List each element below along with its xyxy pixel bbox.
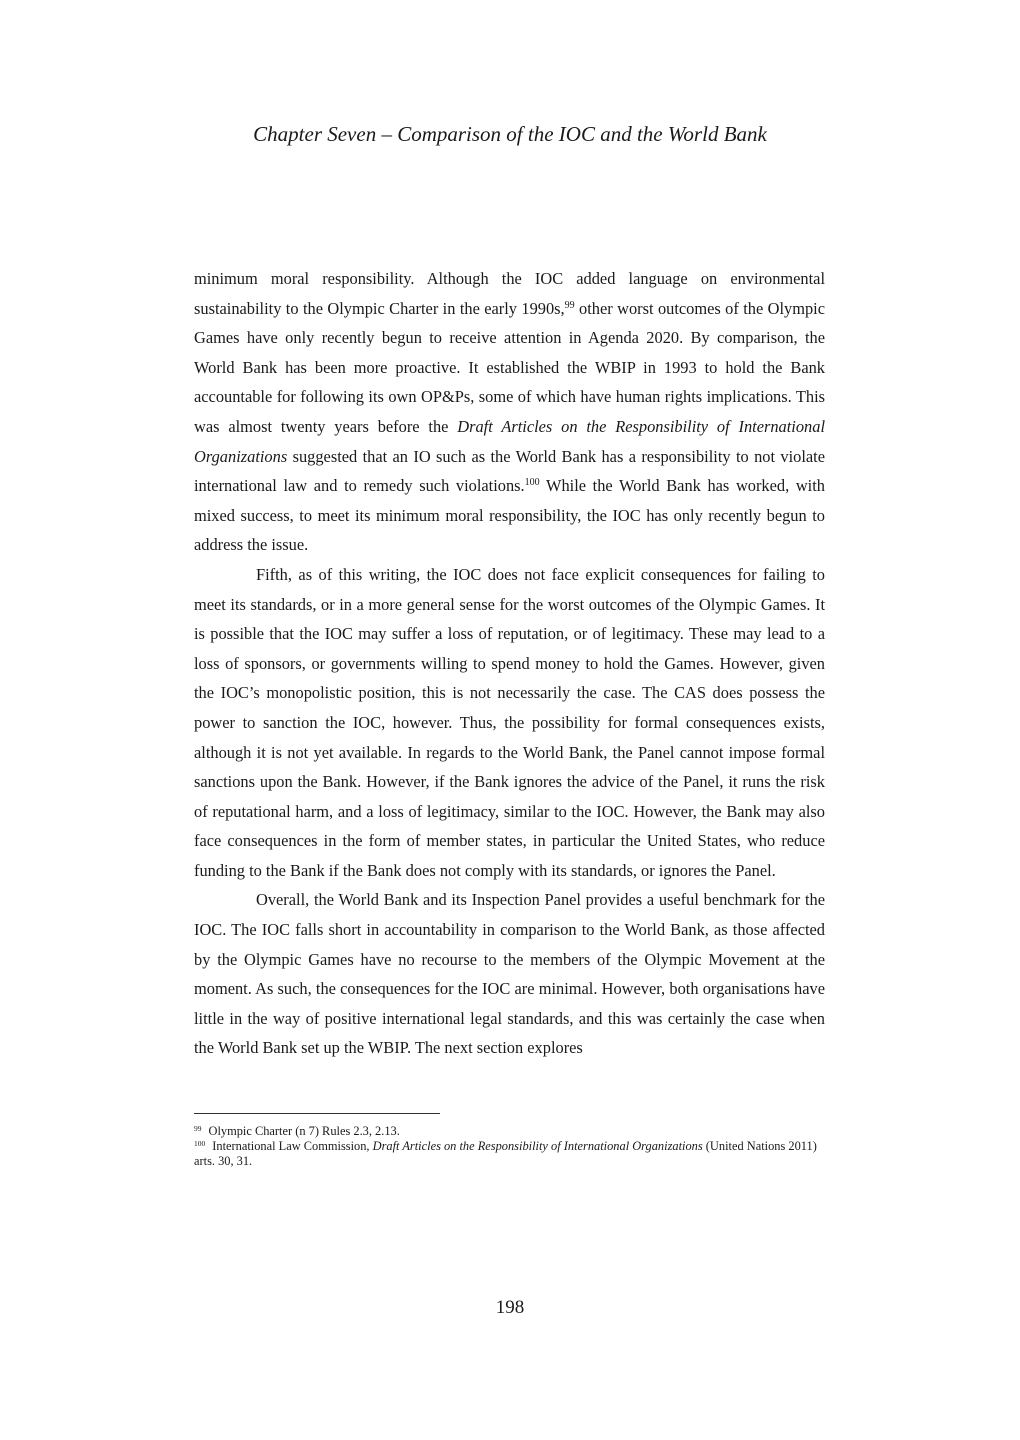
paragraph-3: Overall, the World Bank and its Inspection Panel provides a useful benchmark for the IOC. The IOC falls short in accountability in comparison to the World Bank, as those affected by the Olympic Games have no recourse to the members of the Olympic Movement at the moment. As such, the consequences for the IOC are minimal. However, both organisations have little in the way of positive international legal standards, and this was certainly the case when the World Bank set up the WBIP. The next section explores xyxy=(194,890,825,1058)
paragraph-1-text-d: While the World Bank has worked, with mixed success, to meet its minimum moral responsibility, the IOC has only recently begun to address the issue. xyxy=(194,476,825,555)
footnote-99 xyxy=(194,1124,825,1139)
footnote-100 xyxy=(194,1139,825,1169)
main-text xyxy=(194,264,825,1063)
footnotes xyxy=(194,1124,825,1169)
paragraph-2: Fifth, as of this writing, the IOC does not face explicit consequences for failing to meet its standards, or in a more general sense for the worst outcomes of the Olympic Games. It is possible that the IOC may suffer a loss of reputation, or of legitimacy. These may lead to a loss of sponsors, or governments willing to spend money to hold the Games. However, given the IOC’s monopolistic position, this is not necessarily the case. The CAS does possess the power to sanction the IOC, however. Thus, the possibility for formal consequences exists, although it is not yet available. In regards to the World Bank, the Panel cannot impose formal sanctions upon the Bank. However, if the Bank ignores the advice of the Panel, it runs the risk of reputational harm, and a loss of legitimacy, similar to the IOC. However, the Bank may also face consequences in the form of member states, in particular the United States, who reduce funding to the Bank if the Bank does not comply with its standards, or ignores the Panel. xyxy=(194,564,825,880)
footnote-text-pre: International Law Commission, xyxy=(212,1139,373,1153)
footnote-number: 99 xyxy=(194,1124,202,1133)
footnote-ref-99[interactable]: 99 xyxy=(564,299,575,311)
running-header: Chapter Seven – Comparison of the IOC and the World Bank xyxy=(253,122,767,146)
paragraph-1-text-a: minimum moral responsibility. Although the IOC added language on environmental sustainability to the Olympic Charter in the early 1990s, xyxy=(194,269,825,318)
footnote-ref-100[interactable]: 100 xyxy=(524,477,540,489)
footnote-text-post: (United Nations 2011) arts. 30, 31. xyxy=(194,1139,817,1168)
footnote-italic-title: Draft Articles on the Responsibility of International Organizations xyxy=(372,1139,703,1153)
paragraph-1 xyxy=(194,264,825,560)
paragraph-1-text-c: suggested that an IO such as the World Bank has a responsibility to not violate international law and to remedy such violations. xyxy=(194,446,825,496)
footnote-text: Olympic Charter (n 7) Rules 2.3, 2.13. xyxy=(208,1124,400,1138)
paragraph-1-text-b: other worst outcomes of the Olympic Games have only recently begun to receive attention in Agenda 2020. By comparison, the World Bank has been more proactive. It established the WBIP in 1993 to hold the Bank accountable for following its own OP&Ps, some of which have human rights implications. This was almost twenty years before the xyxy=(194,298,825,436)
footnote-number: 100 xyxy=(194,1139,206,1148)
page-number: 198 xyxy=(495,1297,525,1318)
paragraph-1-italic-title: Draft Articles on the Responsibility of International Organizations xyxy=(194,416,825,466)
footnote-divider xyxy=(194,1113,440,1114)
